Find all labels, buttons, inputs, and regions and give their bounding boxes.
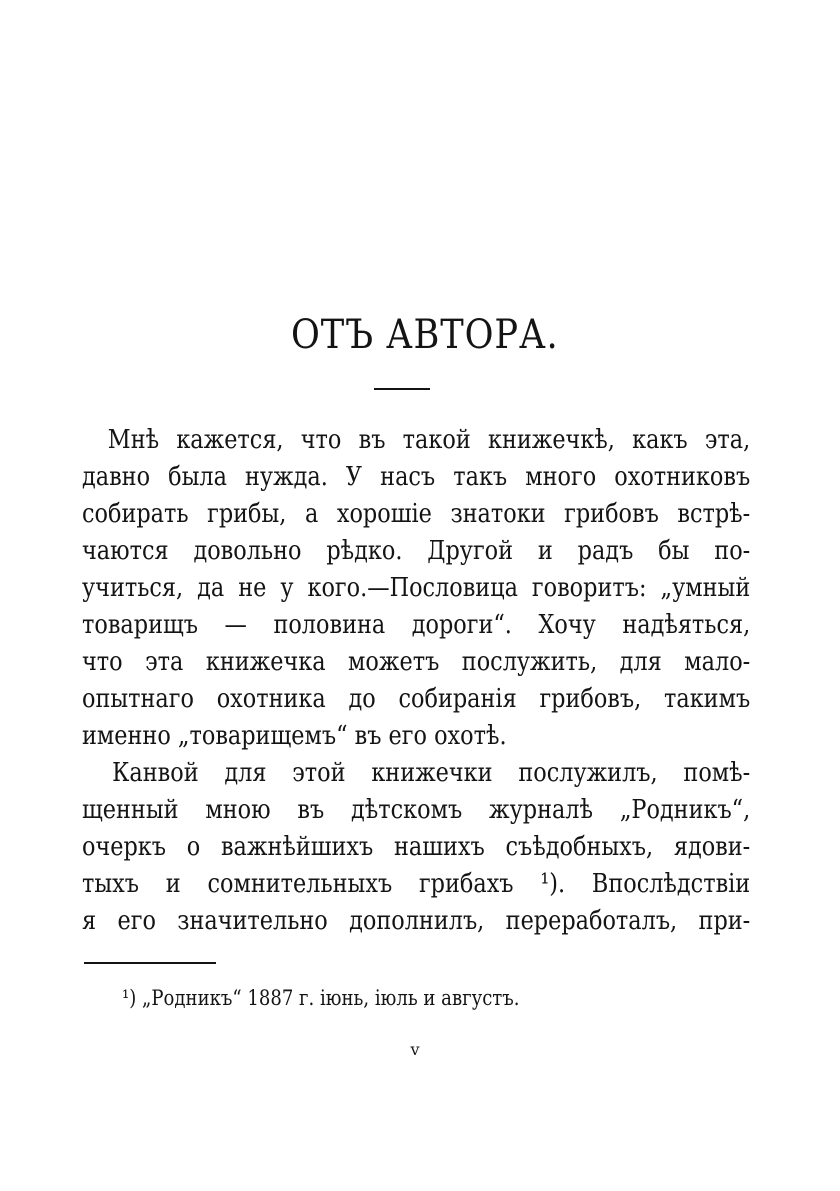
page-title: ОТЪ АВТОРА. [291,312,559,358]
page-number: v [410,1040,420,1059]
text-line: опытнаго охотника до собиранія грибовъ, такимъ [82,684,751,714]
text-line: чаются довольно рѣдко. Другой и радъ бы по- [82,536,751,566]
text-line: давно была нужда. У насъ такъ много охотниковъ [82,462,751,492]
text-line: Канвой для этой книжечки послужилъ, помѣ- [112,758,751,788]
text-line: учиться, да не у кого.—Пословица говоритъ: „умный [82,573,751,603]
text-line: щенный мною въ дѣтскомъ журналѣ „Родникъ“, [82,795,751,825]
text-line: тыхъ и сомнительныхъ грибахъ ¹). Впослѣдствіи [82,869,751,899]
footnote-divider [84,962,216,964]
text-line: товарищъ — половина дороги“. Хочу надѣяться, [82,610,751,640]
text-line: я его значительно дополнилъ, переработалъ, при- [82,906,751,936]
footnote: ¹) „Родникъ“ 1887 г. іюнь, іюль и августъ. [122,986,520,1010]
text-line: очеркъ о важнѣйшихъ нашихъ съѣдобныхъ, ядови- [82,832,751,862]
text-line: Мнѣ кажется, что въ такой книжечкѣ, какъ эта, [107,425,751,455]
text-line: именно „товарищемъ“ въ его охотѣ. [82,721,507,751]
text-line: собирать грибы, а хорошіе знатоки грибовъ встрѣ- [82,499,751,529]
title-divider [374,388,430,390]
text-line: что эта книжечка можетъ послужить, для мало- [82,647,751,677]
body-text [82,422,750,940]
